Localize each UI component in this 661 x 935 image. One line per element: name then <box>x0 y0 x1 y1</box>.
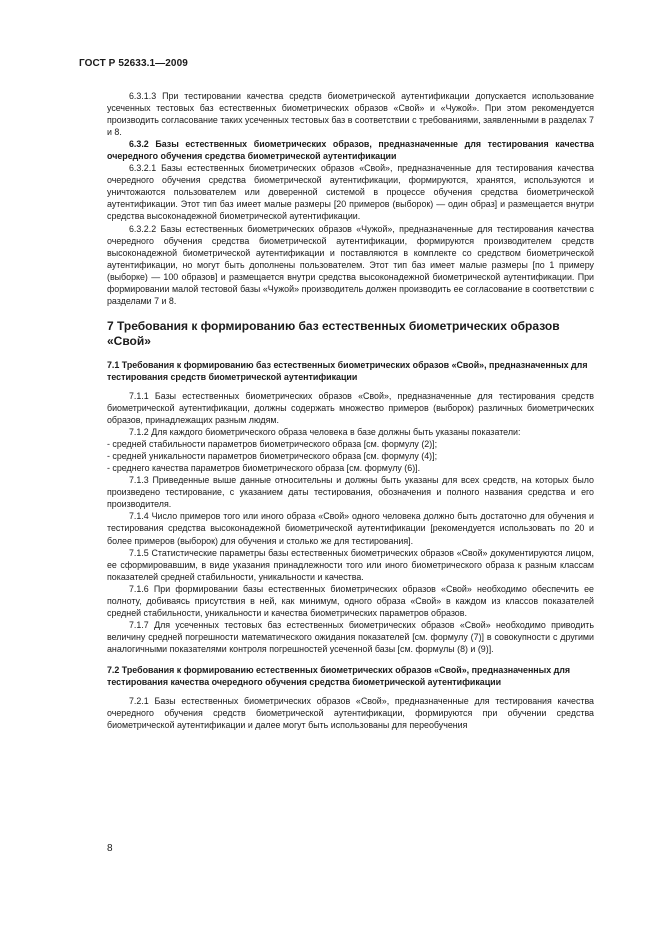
paragraph-7-1-6: 7.1.6 При формировании базы естественных биометрических образов «Свой» необходимо обеспечить ее полноту, добиваясь присутствия в ней, как минимум, одного образа «Свой» в каждом из классов показателей средней стабильности, уникальности и качества биометрических параметров образов. <box>107 583 594 618</box>
paragraph-6-3-2-2: 6.3.2.2 Базы естественных биометрических образов «Чужой», предназначенные для тестирования качества очередного обучения средства биометрической аутентификации, формируются производителем средств высоконадежной биометрической аутентификации и поставляются в комплекте со средством биометрической аутентификации, но могут быть дополнены пользователем. Этот тип баз имеет малые размеры [по 1 примеру (выборке) — 100 образов] и размещается внутри средства высоконадежной биометрической аутентификации. При формировании малой тестовой базы «Чужой» производитель должен производить ее согласование в соответствии с разделами 7 и 8. <box>107 223 594 306</box>
list-item-stability: - средней стабильности параметров биометрического образа [см. формулу (2)]; <box>107 439 438 450</box>
document-body <box>107 90 594 731</box>
heading-6-3-2: 6.3.2 Базы естественных биометрических образов, предназначенные для тестирования качества очередного обучения средства биометрической аутентификации <box>107 139 594 162</box>
paragraph-7-2-1: 7.2.1 Базы естественных биометрических образов «Свой», предназначенные для тестирования качества очередного обучения средств биометрической аутентификации, формируются при обучении средства биометрической аутентификации и далее могут быть использованы для переобучения <box>107 696 594 731</box>
list-item-uniqueness: - средней уникальности параметров биометрического образа [см. формулу (4)]; <box>107 451 438 462</box>
paragraph-7-1-7: 7.1.7 Для усеченных тестовых баз естественных биометрических образов «Свой» необходимо приводить величину средней погрешности математического ожидания показателей [см. формулу (7)] в совокупности с другими аналогичными показателями контроля погрешностей усеченной базы [см. формулы (8) и (9)]. <box>107 619 594 654</box>
standard-header: ГОСТ Р 52633.1—2009 <box>79 58 188 69</box>
paragraph-7-1-1: 7.1.1 Базы естественных биометрических образов «Свой», предназначенные для тестирования средств биометрической аутентификации, должны содержать множество примеров (выборок) различных биометрических образов, принадлежащих разным людям. <box>107 390 594 426</box>
section-7-heading: 7 Требования к формированию баз естественных биометрических образов «Свой» <box>107 318 560 348</box>
paragraph-6-3-1-3: 6.3.1.3 При тестировании качества средств биометрической аутентификации допускается использование усеченных тестовых баз естественных биометрических образов «Свой» и «Чужой». При этом рекомендуется производить согласование таких усеченных тестовых баз в соответствии с требованиями, заявленными в разделах 7 и 8. <box>107 91 594 138</box>
paragraph-6-3-2-1: 6.3.2.1 Базы естественных биометрических образов «Свой», предназначенные для тестирования качества очередного обучения средства биометрической аутентификации, формируются, хранятся, используются и уничтожаются пользователем или доверенной системой в процессе обучения средства биометрической аутентификации. Этот тип баз имеет малые размеры [20 примеров (выборок) — один образ] и размещается внутри средства высоконадежной биометрической аутентификации. <box>107 163 594 222</box>
list-item-quality: - среднего качества параметров биометрического образа [см. формулу (6)]. <box>107 463 421 474</box>
paragraph-7-1-2: 7.1.2 Для каждого биометрического образа человека в базе должны быть указаны показатели: <box>129 427 521 438</box>
paragraph-7-1-4: 7.1.4 Число примеров того или иного образа «Свой» одного человека должно быть достаточно для обучения и тестирования средства высоконадежной биометрической аутентификации [рекомендуется использовать по 20 и более примеров (выборок) для обучения и столько же для тестирования]. <box>107 511 594 546</box>
heading-7-2: 7.2 Требования к формированию естественных биометрических образов «Свой», предназначенных для тестирования качества очередного обучения средства биометрической аутентификации <box>107 664 571 688</box>
paragraph-7-1-5: 7.1.5 Статистические параметры базы естественных биометрических образов «Свой» документируются лицом, ее сформировавшим, в виде указания принадлежности того или иного биометрического образа к разным классам показателей средней стабильности, уникальности и качества. <box>107 547 594 582</box>
paragraph-7-1-3: 7.1.3 Приведенные выше данные относительны и должны быть указаны для всех средств, на которых было произведено тестирование, с указанием даты тестирования, обозначения и полного названия средства и его производителя. <box>107 475 594 510</box>
page-number: 8 <box>107 843 113 854</box>
heading-7-1: 7.1 Требования к формированию баз естественных биометрических образов «Свой», предназначенных для тестирования средств биометрической аутентификации <box>107 359 588 382</box>
